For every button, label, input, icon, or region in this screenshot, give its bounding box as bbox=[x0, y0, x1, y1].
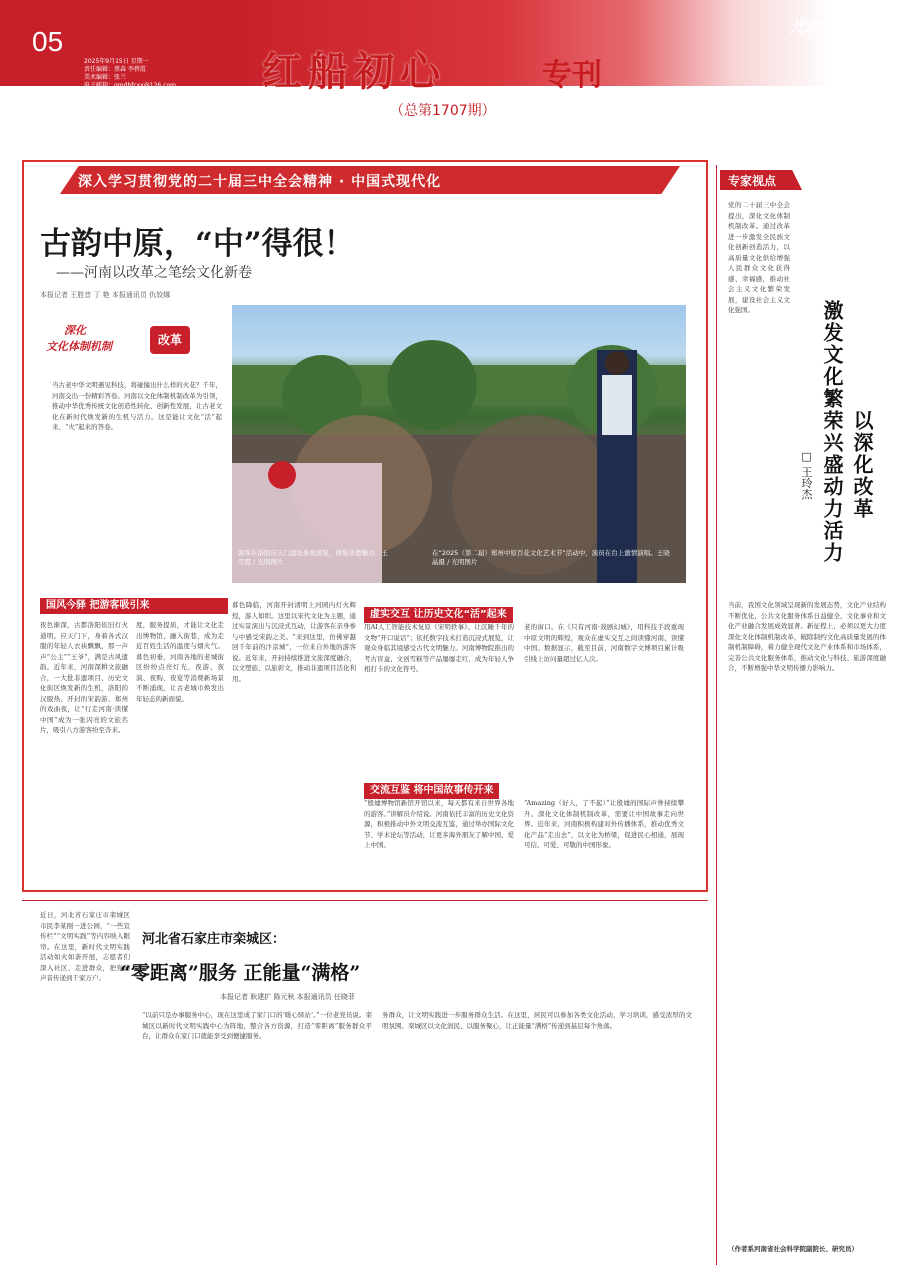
section-1-col-3: 暮色降临，河南开封清明上河园内灯火辉煌，游人如织。这里以宋代文化为主题，通过实景演出与沉浸式互动，让游客在亲身参与中感受宋韵之美。“来到这里，仿佛穿越回千年前的汴京城”，一位来自外地的游客说。近年来，开封持续推进文旅深度融合，以文塑旅、以旅彰文，推动非遗项目活化利用。 bbox=[232, 601, 356, 683]
issue-number: （总第1707期） bbox=[390, 103, 496, 119]
opinion-title-2: 激发文化繁荣兴盛动力活力 bbox=[820, 300, 844, 564]
bottom-col-3: 务群众，让文明实践进一步服务群众生活。在这里，居民可以参加各类文化活动、学习培训，感受浓厚的文明氛围。栾城区以文化润民、以服务聚心，让正能量“满格”传递到基层每个角落。 bbox=[382, 1011, 692, 1030]
section-2-col-1: 用AI人工智能技术复原《宋明轶事》、让沉睡千年的文物“开口说话”；依托数字技术打造沉浸式展览，让观众身临其境感受古代文明魅力。河南博物院推出的考古盲盒、文创雪糕等产品屡屡走红，成为年轻人争相打卡的文化符号。 bbox=[364, 623, 514, 673]
section-3-head bbox=[364, 778, 684, 799]
bottom-divider bbox=[22, 900, 708, 901]
opinion-footer: （作者系河南省社会科学院副院长、研究员） bbox=[728, 1245, 858, 1253]
reform-deco-label bbox=[40, 318, 210, 368]
intro-text: 当古老中华文明遇见科技，将碰撞出什么样的火花？千年，河南交出一份精彩答卷。河南以文化体制机制改革为引领，推动中华优秀传统文化创造性转化、创新性发展，让古老文化在新时代焕发新的生机与活力。这是能让文化“活”起来、“火”起来的答卷。 bbox=[52, 381, 222, 431]
photo-caption-mid: 在“2025（第二届）郑州中原百花文化艺术节”活动中，演员在台上激情演唱。王晓晶摄 / 光明图片 bbox=[432, 549, 670, 566]
bottom-col-2: “以前只是办事服务中心，现在这里成了家门口的‘暖心驿站’。”一位老党员说。栾城区以新时代文明实践中心为阵地，整合各方资源，打造“零距离”服务群众平台，让群众在家门口就能享受到便捷服务。 bbox=[142, 1011, 372, 1040]
section-3-title: 交流互鉴 将中国故事传开来 bbox=[364, 783, 499, 799]
photo-illustration bbox=[232, 305, 686, 583]
opinion-title-1: 以深化改革 bbox=[850, 410, 874, 520]
deco-label-1: 深化 bbox=[64, 324, 86, 337]
section-2-head bbox=[364, 602, 684, 623]
meta-date: 2025年9月15日 星期一 bbox=[84, 58, 149, 65]
feature-photo bbox=[232, 305, 686, 583]
section-1-col-1: 夜色渐深，古都洛阳依旧灯火通明。应天门下，身着各式汉服的年轻人衣袂飘飘，那一声声“公主”“王爷”，满是古风遗韵。近年来，河南深耕文旅融合，一大批非遗项目、历史文化街区焕发新的生机，洛阳的汉服热、开封的宋韵游、郑州的戏曲夜，让“行走河南·读懂中国”成为一张闪亮的文旅名片，吸引八方游客纷至沓来。 bbox=[40, 621, 128, 734]
meta-art-editor: 美术编辑：张兰 bbox=[84, 74, 127, 81]
section-title: 红船初心 bbox=[262, 48, 446, 95]
bottom-byline: 本报记者 耿建扩 陈元秋 本报通讯员 任晓菲 bbox=[220, 993, 355, 1001]
opinion-body: 当前，我国文化领域呈现新的发展态势，文化产业结构不断优化，公共文化服务体系日益健全，文化事业和文化产业融合发展成效显著。新征程上，必须以更大力度深化文化体制机制改革，破除制约文化高质量发展的体制机制障碍，着力健全现代文化产业体系和市场体系，完善公共文化服务体系，推动文化与科技、旅游深度融合，不断增强中华文明传播力影响力。 bbox=[728, 601, 886, 672]
bottom-col-1: 近日，河北省石家庄市栾城区市民李某刚一进公园，“一些宣传栏”“文明实践”等内容映入眼帘。在这里，新时代文明实践活动如火如荼开展，志愿者们深入社区、走进群众，把党的声音传递到千家万户。 bbox=[40, 911, 130, 982]
meta-email: 电子邮箱：gmdbfcxx@126.com bbox=[84, 82, 176, 89]
headline: 古韵中原，“中”得很！ bbox=[40, 226, 355, 262]
deco-label-3: 改革 bbox=[150, 326, 190, 354]
opinion-label: 专家视点 bbox=[728, 174, 777, 188]
opinion-author: □ 王玲杰 bbox=[800, 450, 813, 500]
meta-editor: 责任编辑：蔡森 李碧霞 bbox=[84, 66, 146, 73]
photo-caption-left: 游客在洛阳应天门遗址参观游览，体验非遗魅力。王雪霞 / 光明图片 bbox=[238, 549, 388, 566]
deco-label-2: 文化体制机制 bbox=[46, 340, 112, 353]
section-1-head bbox=[40, 598, 228, 614]
column-divider bbox=[716, 165, 717, 1265]
bottom-headline: “零距离”服务 正能量“满格” bbox=[120, 962, 361, 984]
newspaper-logo: 光明日报 bbox=[788, 17, 856, 36]
topic-banner-text: 深入学习贯彻党的二十届三中全会精神 · 中国式现代化 bbox=[78, 174, 442, 190]
byline: 本报记者 王胜昔 丁 艳 本报通讯员 仇姣娜 bbox=[40, 291, 171, 299]
section-2-title: 虚实交互 让历史文化“活”起来 bbox=[364, 607, 513, 623]
section-1-col-2: 度，服务提质，才能让文化走出博物馆、融入街巷，成为走近百姓生活的温度与烟火气。暮色初垂，河南各地的老城街区纷纷点亮灯光，夜游、夜演、夜购、夜宴等消费新场景不断涌现，让古老城市焕发出年轻态的新面貌。 bbox=[136, 621, 224, 703]
page-number: 05 bbox=[32, 26, 64, 57]
bottom-kicker: 河北省石家庄市栾城区： bbox=[142, 932, 286, 947]
section-3-col-2: “Amazing（好人，了不起）”让殷墟的国际声誉持续攀升。深化文化体制机制改革，需要让中国故事走向世界。近年来，河南积极构建对外传播体系，推动优秀文化产品“走出去”，以文化为桥梁，促进民心相通，展现可信、可爱、可敬的中国形象。 bbox=[524, 799, 684, 849]
section-3-col-1: “殷墟博物馆新馆开馆以来，每天都有来自世界各地的游客。”讲解员介绍说。河南依托丰富的历史文化资源，积极推动中外文明交流互鉴，通过举办国际文化节、学术论坛等活动，让更多海外朋友了解中国、爱上中国。 bbox=[364, 799, 514, 849]
header-meta bbox=[84, 58, 176, 90]
section-subtitle: 专刊 bbox=[542, 58, 602, 93]
subheadline: ——河南以改革之笔绘文化新卷 bbox=[56, 265, 252, 281]
section-1-title: 国风今驿 把游客吸引来 bbox=[40, 598, 228, 614]
section-2-col-2: 老的窗口。在《只有河南·戏剧幻城》，用科技手段重现中原文明的辉煌，观众在虚实交互之间读懂河南、读懂中国。数据显示，截至目前，河南数字文博项目累计吸引线上访问量超过亿人次。 bbox=[524, 623, 684, 663]
opinion-lead: 党的二十届三中全会提出，深化文化体制机制改革。通过改革进一步激发全民族文化创新创造活力，以高质量文化供给增强人民群众文化获得感、幸福感，推动社会主义文化繁荣发展，建设社会主义文化强国。 bbox=[728, 201, 790, 314]
